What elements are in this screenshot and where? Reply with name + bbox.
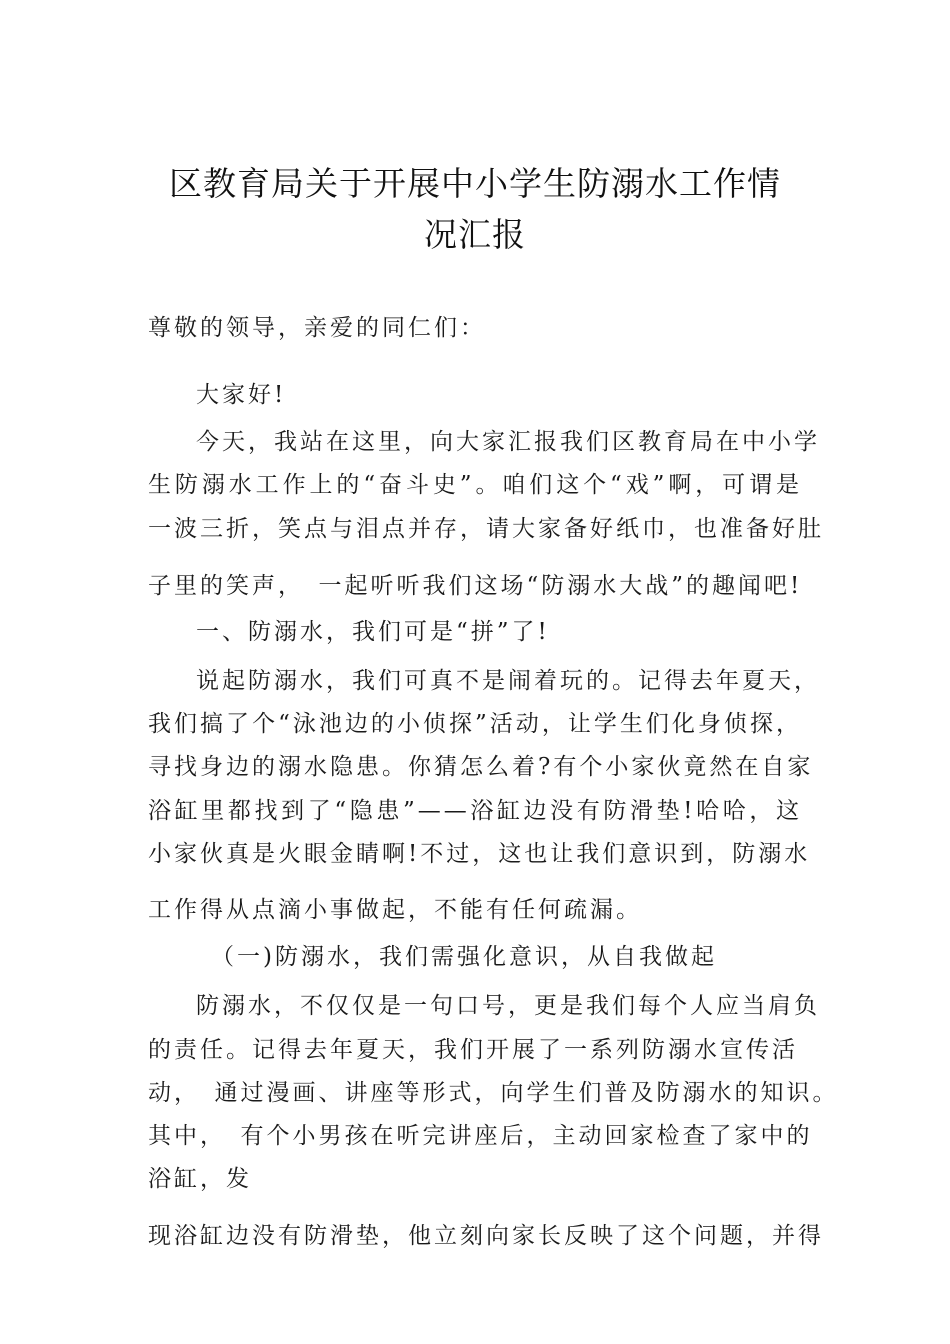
- paragraph-line: 我们搞了个“泳池边的小侦探”活动，让学生们化身侦探，: [148, 711, 802, 737]
- paragraph-line: 今天，我站在这里，向大家汇报我们区教育局在中小学: [196, 429, 820, 455]
- document-title: 区教育局关于开展中小学生防溺水工作情: [169, 164, 781, 203]
- section-heading: 一、防溺水，我们可是“拼”了!: [196, 619, 550, 645]
- paragraph-line: 生防溺水工作上的“奋斗史”。咱们这个“戏”啊，可谓是: [148, 472, 802, 498]
- paragraph-line: 工作得从点滴小事做起，不能有任何疏漏。: [148, 897, 642, 923]
- document-title-continued: 况汇报: [424, 215, 526, 254]
- paragraph-line: 动， 通过漫画、讲座等形式，向学生们普及防溺水的知识。: [148, 1080, 839, 1106]
- paragraph-line: 子里的笑声， 一起听听我们这场“防溺水大战”的趣闻吧!: [148, 573, 803, 599]
- greeting: 大家好!: [196, 382, 287, 408]
- salutation: 尊敬的领导，亲爱的同仁们：: [148, 315, 486, 341]
- paragraph-line: 其中， 有个小男孩在听完讲座后，主动回家检查了家中的: [148, 1123, 813, 1149]
- paragraph-line: 说起防溺水，我们可真不是闹着玩的。记得去年夏天，: [196, 668, 820, 694]
- paragraph-line: 浴缸，发: [148, 1166, 252, 1192]
- paragraph-line: 的责任。记得去年夏天，我们开展了一系列防溺水宣传活: [148, 1037, 798, 1063]
- paragraph-line: 现浴缸边没有防滑垫，他立刻向家长反映了这个问题，并得: [148, 1223, 824, 1249]
- paragraph-line: 浴缸里都找到了“隐患”——浴缸边没有防滑垫!哈哈，这: [148, 798, 802, 824]
- paragraph-line: 防溺水，不仅仅是一句口号，更是我们每个人应当肩负: [196, 993, 820, 1019]
- paragraph-line: 一波三折，笑点与泪点并存，请大家备好纸巾，也准备好肚: [148, 516, 824, 542]
- paragraph-line: 寻找身边的溺水隐患。你猜怎么着?有个小家伙竟然在自家: [148, 754, 814, 780]
- paragraph-line: 小家伙真是火眼金睛啊!不过，这也让我们意识到，防溺水: [148, 841, 811, 867]
- subsection-heading: （一)防溺水，我们需强化意识，从自我做起: [211, 944, 717, 970]
